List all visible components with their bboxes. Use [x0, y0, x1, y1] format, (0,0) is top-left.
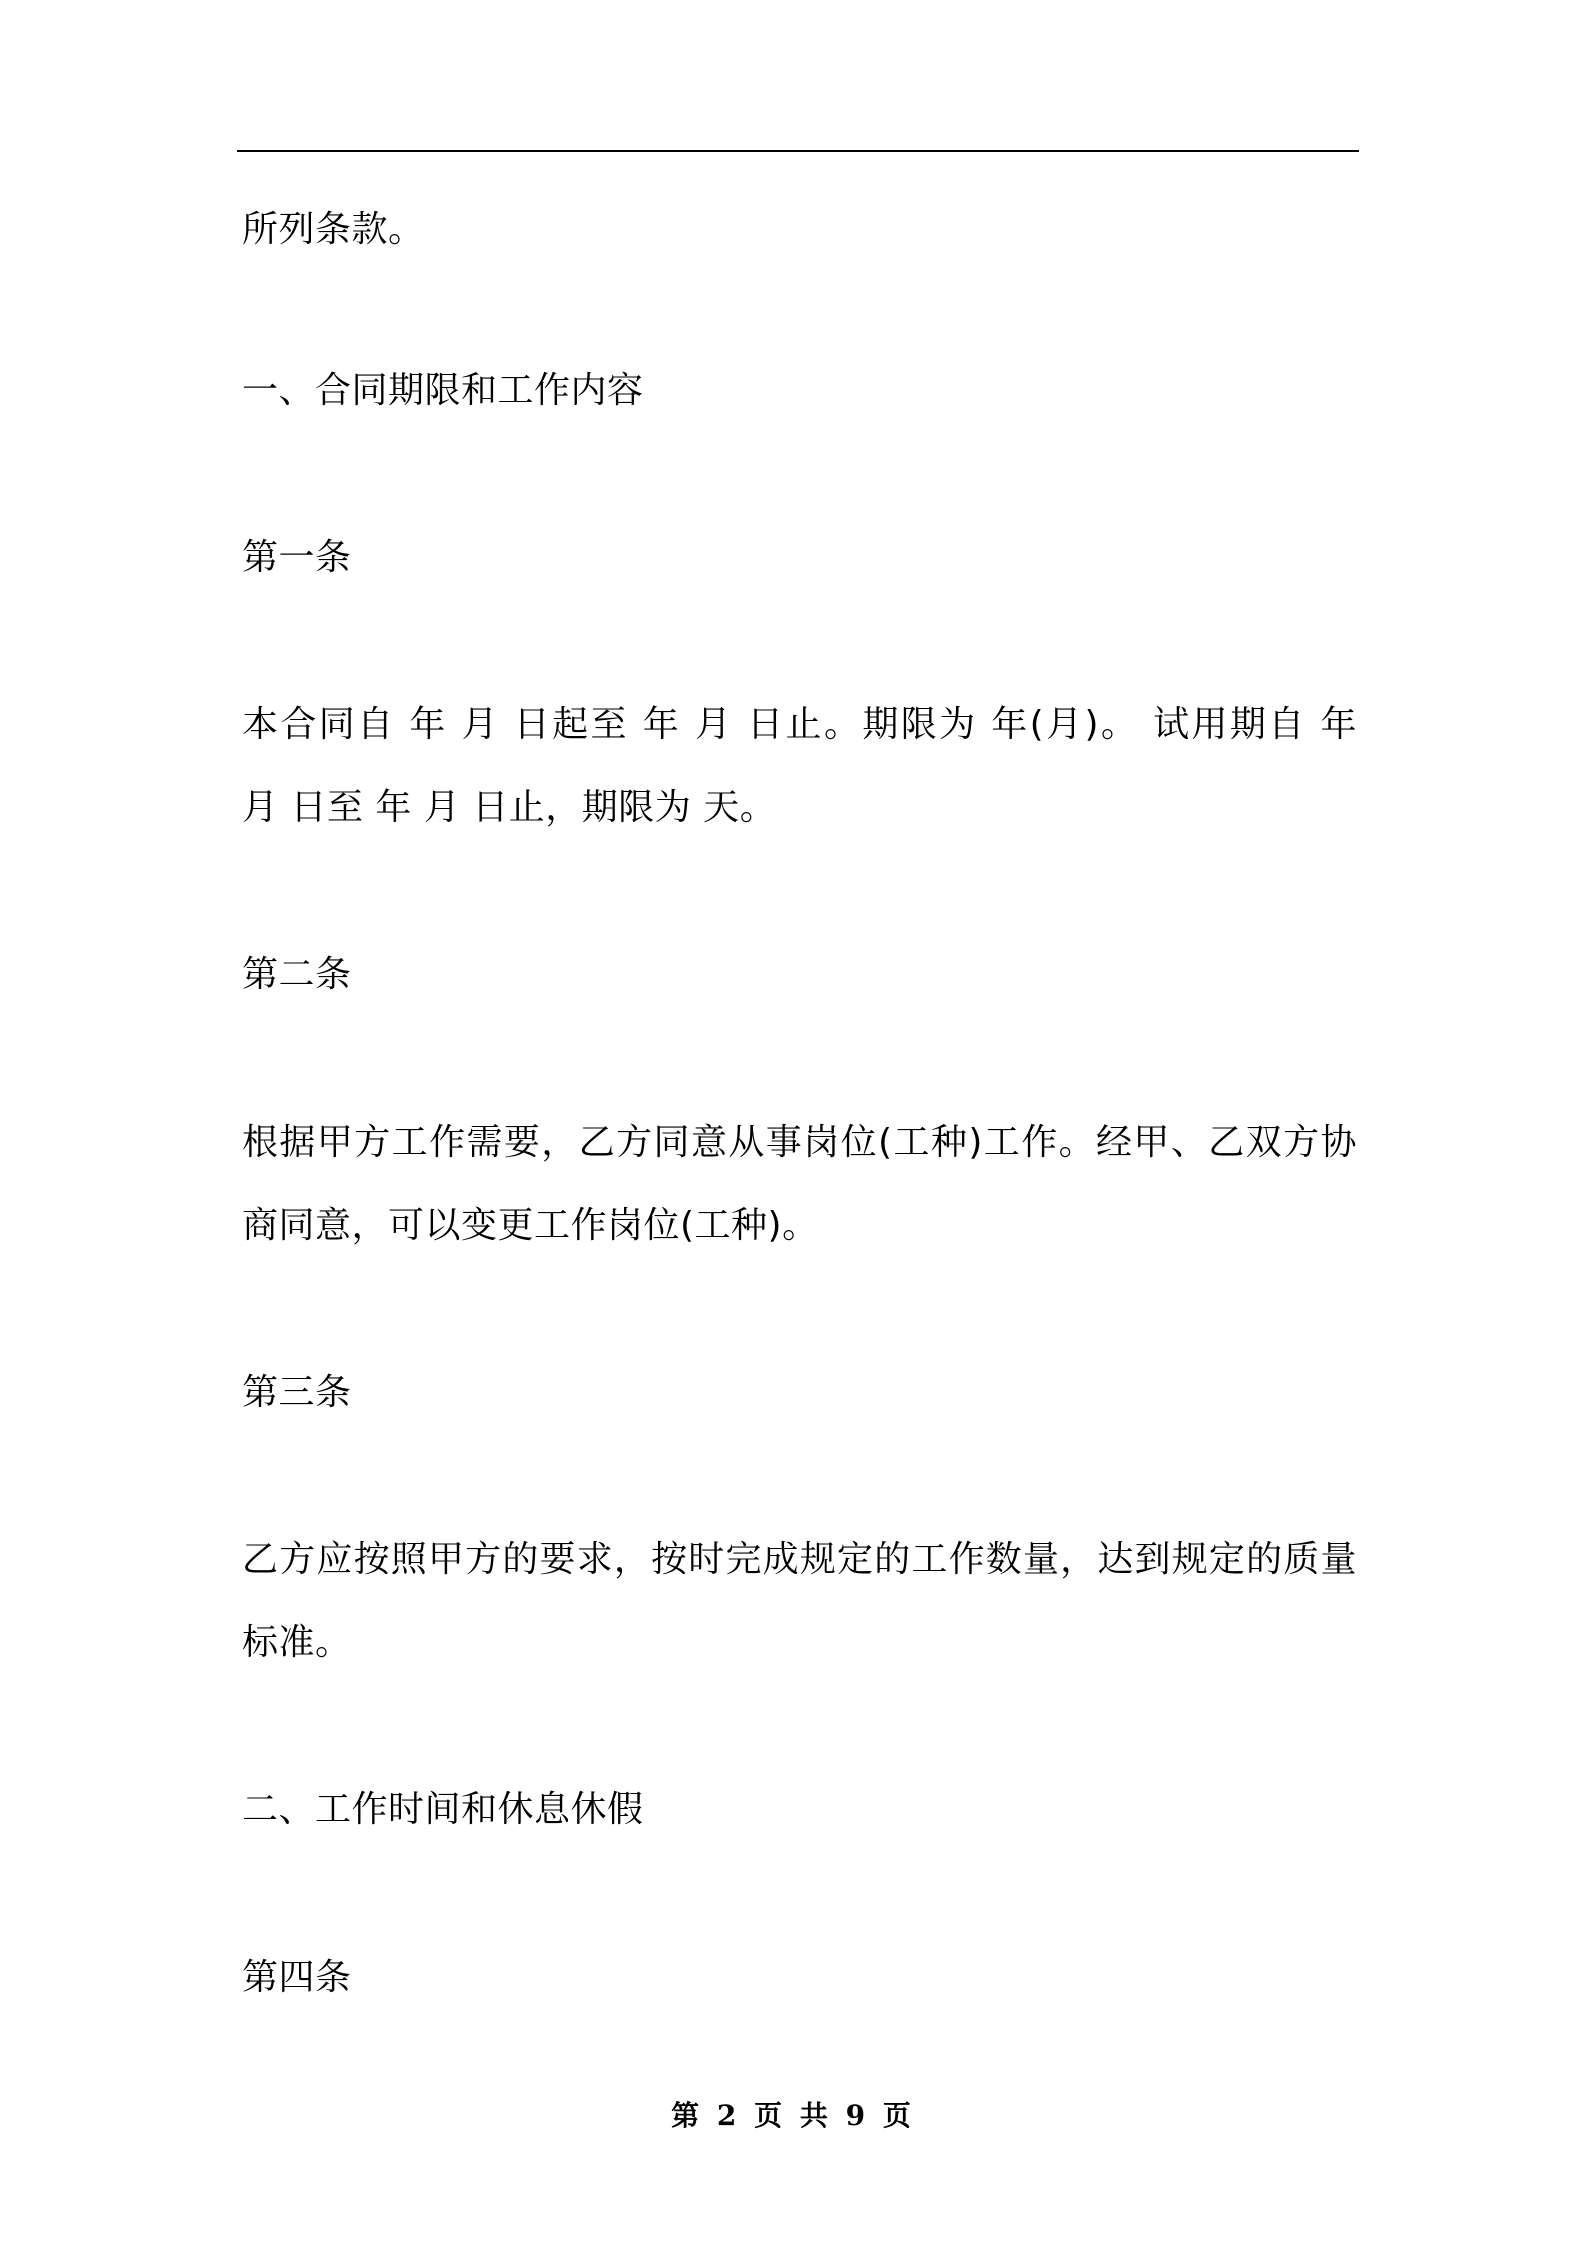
header-rule	[237, 150, 1359, 152]
article-2-text-line-1: 根据甲方工作需要，乙方同意从事岗位(工种)工作。经甲、乙双方协	[242, 1122, 1357, 1163]
article-1-title: 第一条	[242, 537, 352, 578]
article-2-title: 第二条	[242, 954, 352, 995]
section-heading-2: 二、工作时间和休息休假	[242, 1789, 644, 1830]
article-4-title: 第四条	[242, 1957, 352, 1998]
article-3-title: 第三条	[242, 1372, 352, 1413]
article-1-text-line-1: 本合同自 年 月 日起至 年 月 日止。期限为 年(月)。 试用期自 年	[242, 704, 1357, 745]
paragraph-continuation: 所列条款。	[242, 209, 425, 250]
article-3-text-line-2: 标准。	[242, 1622, 352, 1663]
section-heading-1: 一、合同期限和工作内容	[242, 370, 644, 411]
page-number-footer: 第 2 页 共 9 页	[671, 2099, 915, 2132]
article-2-text-line-2: 商同意，可以变更工作岗位(工种)。	[242, 1205, 819, 1246]
article-3-text-line-1: 乙方应按照甲方的要求，按时完成规定的工作数量，达到规定的质量	[242, 1539, 1357, 1580]
article-1-text-line-2: 月 日至 年 月 日止，期限为 天。	[242, 787, 777, 828]
